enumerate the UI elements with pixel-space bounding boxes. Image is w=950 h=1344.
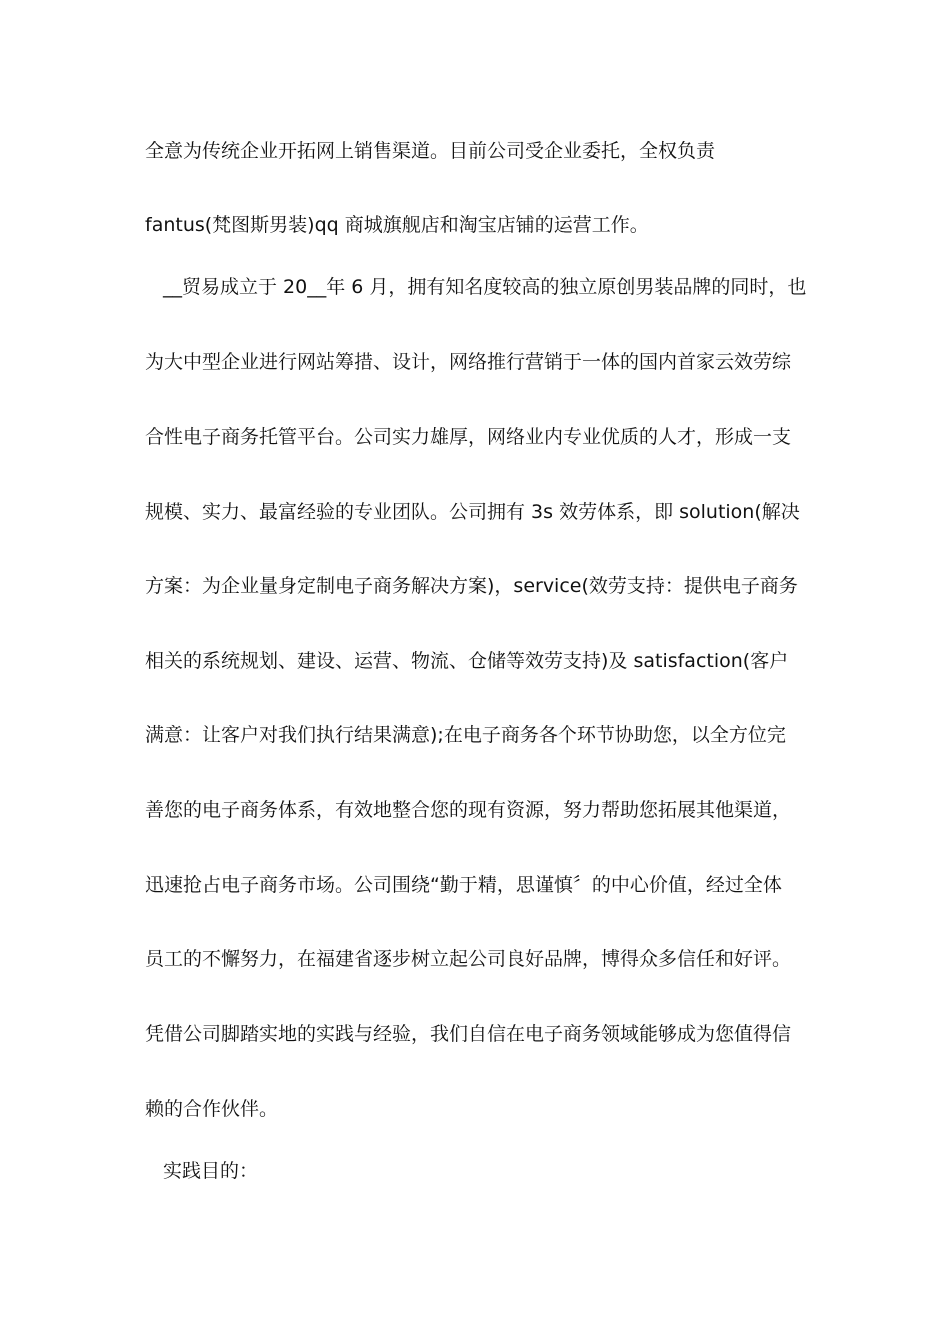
paragraph-line: 赖的合作伙伴。 (145, 1098, 279, 1120)
paragraph-line: 满意：让客户对我们执行结果满意);在电子商务各个环节协助您，以全方位完 (145, 724, 786, 746)
paragraph-line: 规模、实力、最富经验的专业团队。公司拥有 3s 效劳体系，即 solution(解决 (145, 501, 800, 523)
paragraph-line: 方案：为企业量身定制电子商务解决方案)，service(效劳支持：提供电子商务 (145, 575, 798, 597)
paragraph-line: fantus(梵图斯男装)qq 商城旗舰店和淘宝店铺的运营工作。 (145, 214, 649, 236)
paragraph-line: 为大中型企业进行网站筹措、设计，网络推行营销于一体的国内首家云效劳综 (145, 351, 792, 373)
paragraph-line: 合性电子商务托管平台。公司实力雄厚，网络业内专业优质的人才，形成一支 (145, 426, 792, 448)
paragraph-line: __贸易成立于 20__年 6 月，拥有知名度较高的独立原创男装品牌的同时，也 (163, 276, 807, 298)
paragraph-line: 相关的系统规划、建设、运营、物流、仓储等效劳支持)及 satisfaction(客户 (145, 650, 789, 672)
section-heading: 实践目的： (163, 1160, 259, 1182)
paragraph-line: 善您的电子商务体系，有效地整合您的现有资源，努力帮助您拓展其他渠道， (145, 799, 792, 821)
paragraph-line: 员工的不懈努力，在福建省逐步树立起公司良好品牌，博得众多信任和好评。 (145, 948, 792, 970)
paragraph-line: 凭借公司脚踏实地的实践与经验，我们自信在电子商务领域能够成为您值得信 (145, 1023, 792, 1045)
paragraph-line: 全意为传统企业开拓网上销售渠道。目前公司受企业委托，全权负责 (145, 140, 716, 162)
paragraph-line: 迅速抢占电子商务市场。公司围绕“勤于精，思谨慎〞的中心价值，经过全体 (145, 874, 782, 896)
